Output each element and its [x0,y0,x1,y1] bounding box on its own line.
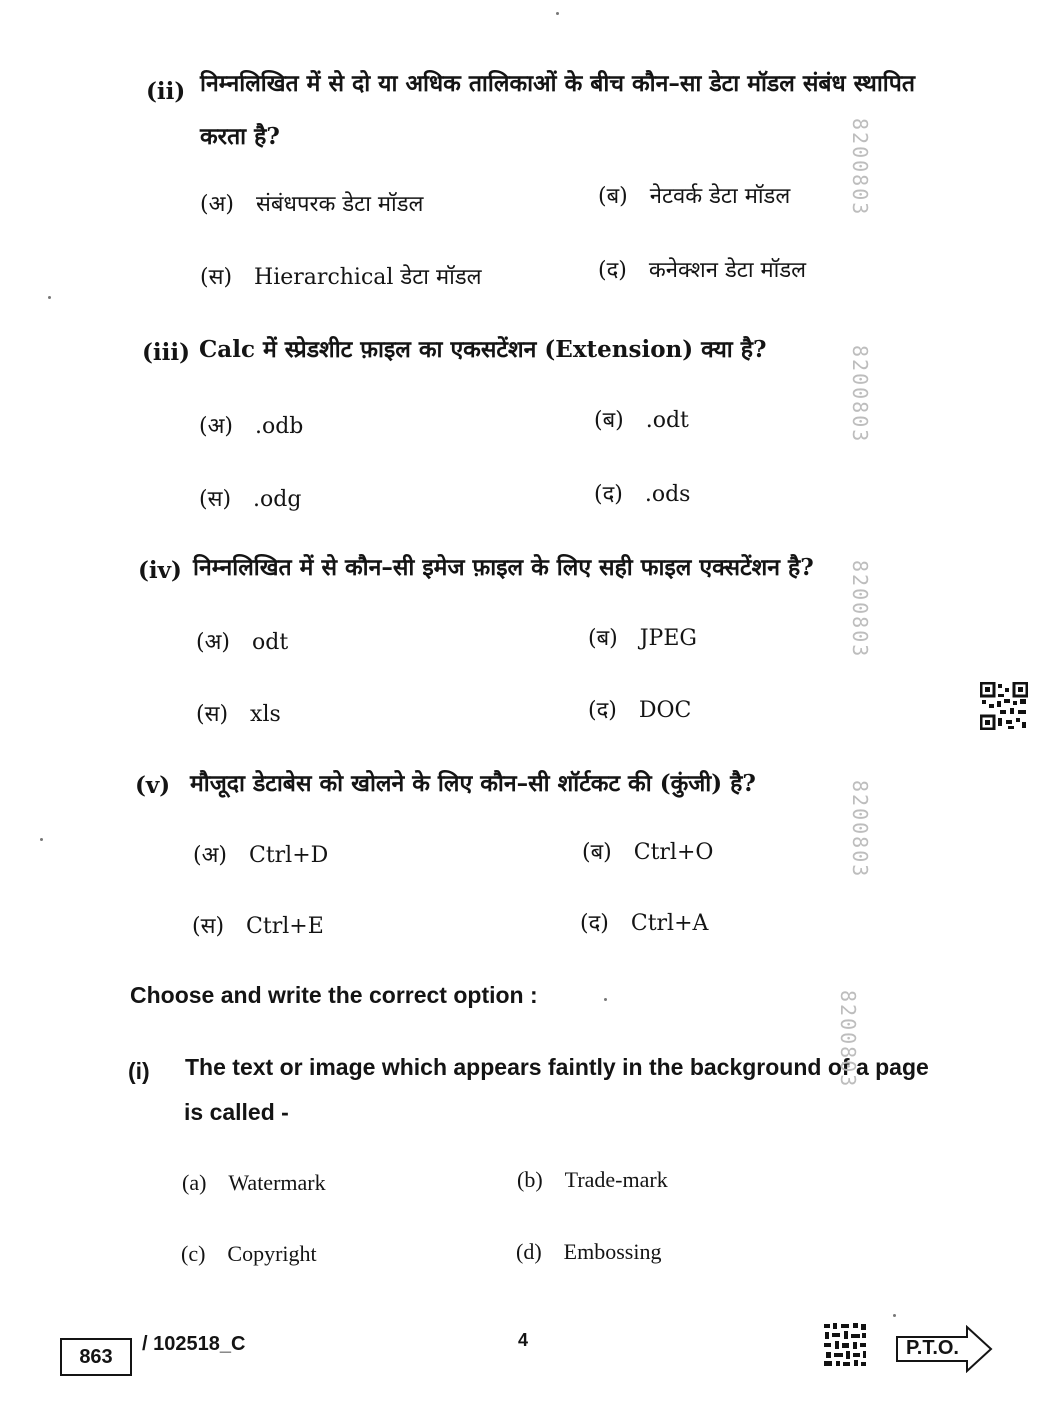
option: (अ) Ctrl+D [193,843,329,868]
option: (b) Trade-mark [517,1167,668,1192]
paper-code: / 102518_C [142,1333,246,1355]
watermark-code: 8200803 [848,345,872,444]
question-number: (iv) [138,557,182,584]
option: (अ) odt [196,630,289,655]
watermark-code: 8200803 [848,118,872,217]
option: (द) Ctrl+A [580,911,709,936]
pto-text: P.T.O. [906,1337,959,1359]
question-text: Calc में स्प्रेडशीट फ़ाइल का एकसटेंशन (Extension) क्या है? [199,336,767,363]
option: (a) Watermark [182,1170,326,1195]
option: (द) .ods [594,482,691,507]
option: (ब) Ctrl+O [582,840,714,865]
page-number: 4 [518,1330,529,1350]
question-text: निम्नलिखित में से कौन–सी इमेज फ़ाइल के लिए सही फाइल एक्सटेंशन है? [193,554,814,581]
question-text: निम्नलिखित में से दो या अधिक तालिकाओं के बीच कौन–सा डेटा मॉडल संबंध स्थापित [200,70,915,97]
question-number: (ii) [146,78,186,105]
question-text-cont: is called - [184,1099,289,1125]
option: (ब) नेटवर्क डेटा मॉडल [598,184,791,209]
section-heading: Choose and write the correct option : [130,982,538,1008]
option: (द) DOC [588,698,692,723]
question-number: (iii) [142,339,190,366]
page-box-number: 863 [60,1338,132,1376]
question-text-cont: करता है? [200,123,280,150]
pto-indicator [895,1325,995,1377]
watermark-code: 8200803 [848,780,872,879]
option: (c) Copyright [181,1241,317,1266]
question-number: (i) [128,1058,150,1084]
option: (ब) JPEG [588,626,697,651]
option: (d) Embossing [516,1239,662,1264]
qr-code-icon [980,682,1028,730]
option: (अ) संबंधपरक डेटा मॉडल [200,192,424,217]
option: (द) कनेक्शन डेटा मॉडल [598,258,807,283]
option: (अ) .odb [199,414,304,439]
option: (स) xls [196,702,281,727]
option: (स) Ctrl+E [192,914,324,939]
question-text: The text or image which appears faintly in the background of a page [185,1054,929,1080]
option: (स) Hierarchical डेटा मॉडल [200,265,482,290]
question-number: (v) [135,772,171,799]
option: (स) .odg [199,487,302,512]
barcode-icon [822,1322,868,1368]
watermark-code: 8200803 [848,560,872,659]
watermark-code: 8200803 [836,990,860,1089]
option: (ब) .odt [594,408,689,433]
question-text: मौजूदा डेटाबेस को खोलने के लिए कौन–सी शॉर्टकट की (कुंजी) है? [190,770,756,797]
